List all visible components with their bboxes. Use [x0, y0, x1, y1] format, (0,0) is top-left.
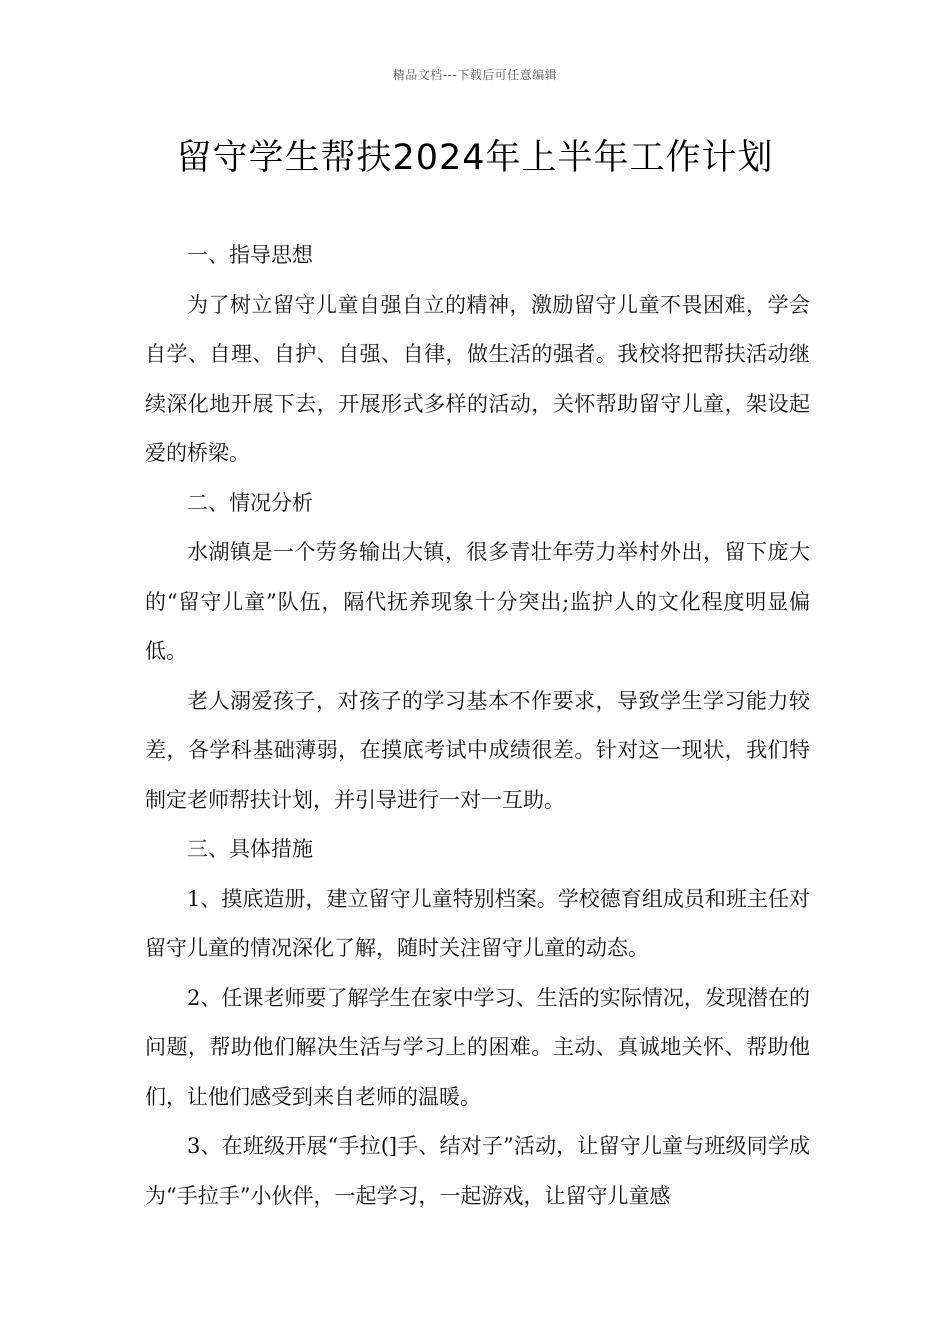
paragraph-measure-2: 2、任课老师要了解学生在家中学习、生活的实际情况，发现潜在的问题，帮助他们解决生活与学习上的困难。主动、真诚地关怀、帮助他们，让他们感受到来自老师的温暖。	[145, 985, 810, 1109]
document-body	[145, 231, 810, 1221]
page-header: 精品文档---下载后可任意编辑	[392, 68, 558, 82]
section-heading-situation-analysis: 二、情况分析	[187, 490, 313, 515]
paragraph-situation-analysis-1: 水湖镇是一个劳务输出大镇，很多青壮年劳力举村外出，留下庞大的“留守儿童”队伍，隔代抚养现象十分突出;监护人的文化程度明显偏低。	[145, 540, 810, 663]
section-heading-specific-measures: 三、具体措施	[187, 837, 313, 861]
paragraph-guiding-ideology: 为了树立留守儿童自强自立的精神，激励留守儿童不畏困难，学会自学、自理、自护、自强、自律，做生活的强者。我校将把帮扶活动继续深化地开展下去，开展形式多样的活动，关怀帮助留守儿童，架设起爱的桥梁。	[145, 292, 810, 465]
paragraph-situation-analysis-2: 老人溺爱孩子，对孩子的学习基本不作要求，导致学生学习能力较差，各学科基础薄弱，在摸底考试中成绩很差。针对这一现状，我们特制定老师帮扶计划，并引导进行一对一互助。	[145, 688, 810, 812]
paragraph-measure-1: 1、摸底造册，建立留守儿童特别档案。学校德育组成员和班主任对留守儿童的情况深化了解，随时关注留守儿童的动态。	[145, 886, 810, 960]
paragraph-measure-3: 3、在班级开展“手拉(]手、结对子”活动，让留守儿童与班级同学成为“手拉手”小伙伴，一起学习，一起游戏，让留守儿童感	[145, 1134, 810, 1208]
document-title: 留守学生帮扶2024年上半年工作计划	[176, 138, 774, 178]
section-heading-guiding-ideology: 一、指导思想	[187, 243, 313, 267]
